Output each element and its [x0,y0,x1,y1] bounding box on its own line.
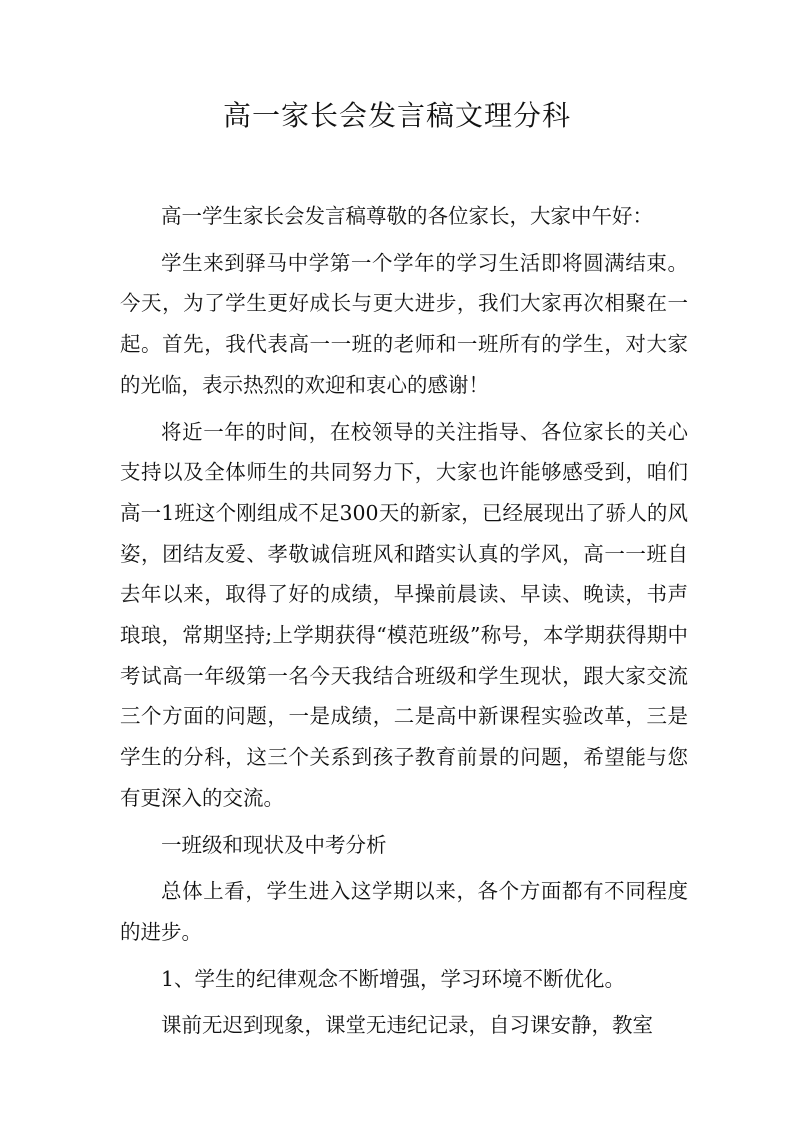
paragraph-progress: 总体上看，学生进入这学期以来，各个方面都有不同程度的进步。 [120,879,688,944]
paragraph-welcome: 学生来到驿马中学第一个学年的学习生活即将圆满结束。今天，为了学生更好成长与更大进步，我们大家再次相聚在一起。首先，我代表高一一班的老师和一班所有的学生，对大家的光临，表示热烈的欢迎和衷心的感谢！ [120,250,688,397]
section-heading: 一班级和现状及中考分析 [161,832,387,857]
paragraph-greeting: 高一学生家长会发言稿尊敬的各位家长，大家中午好： [161,204,653,228]
list-item-discipline: 1、学生的纪律观念不断增强，学习环境不断优化。 [161,966,626,991]
document-title: 高一家长会发言稿文理分科 [222,99,571,132]
document-body [120,196,688,1046]
paragraph-classroom: 课前无迟到现象，课堂无违纪记录，自习课安静，教室 [161,1013,653,1038]
paragraph-class-overview: 将近一年的时间，在校领导的关注指导、各位家长的关心支持以及全体师生的共同努力下，大家也许能够感受到，咱们高一1班这个刚组成不足300天的新家，已经展现出了骄人的风姿，团结友爱、孝敬诚信班风和踏实认真的学风，高一一班自去年以来，取得了好的成绩，早操前晨读、早读、晚读，书声琅琅，常期坚持;上学期获得“模范班级”称号，本学期获得期中考试高一年级第一名今天我结合班级和学生现状，跟大家交流三个方面的问题，一是成绩，二是高中新课程实验改革，三是学生的分科，这三个关系到孩子教育前景的问题，希望能与您有更深入的交流。 [120,419,688,810]
